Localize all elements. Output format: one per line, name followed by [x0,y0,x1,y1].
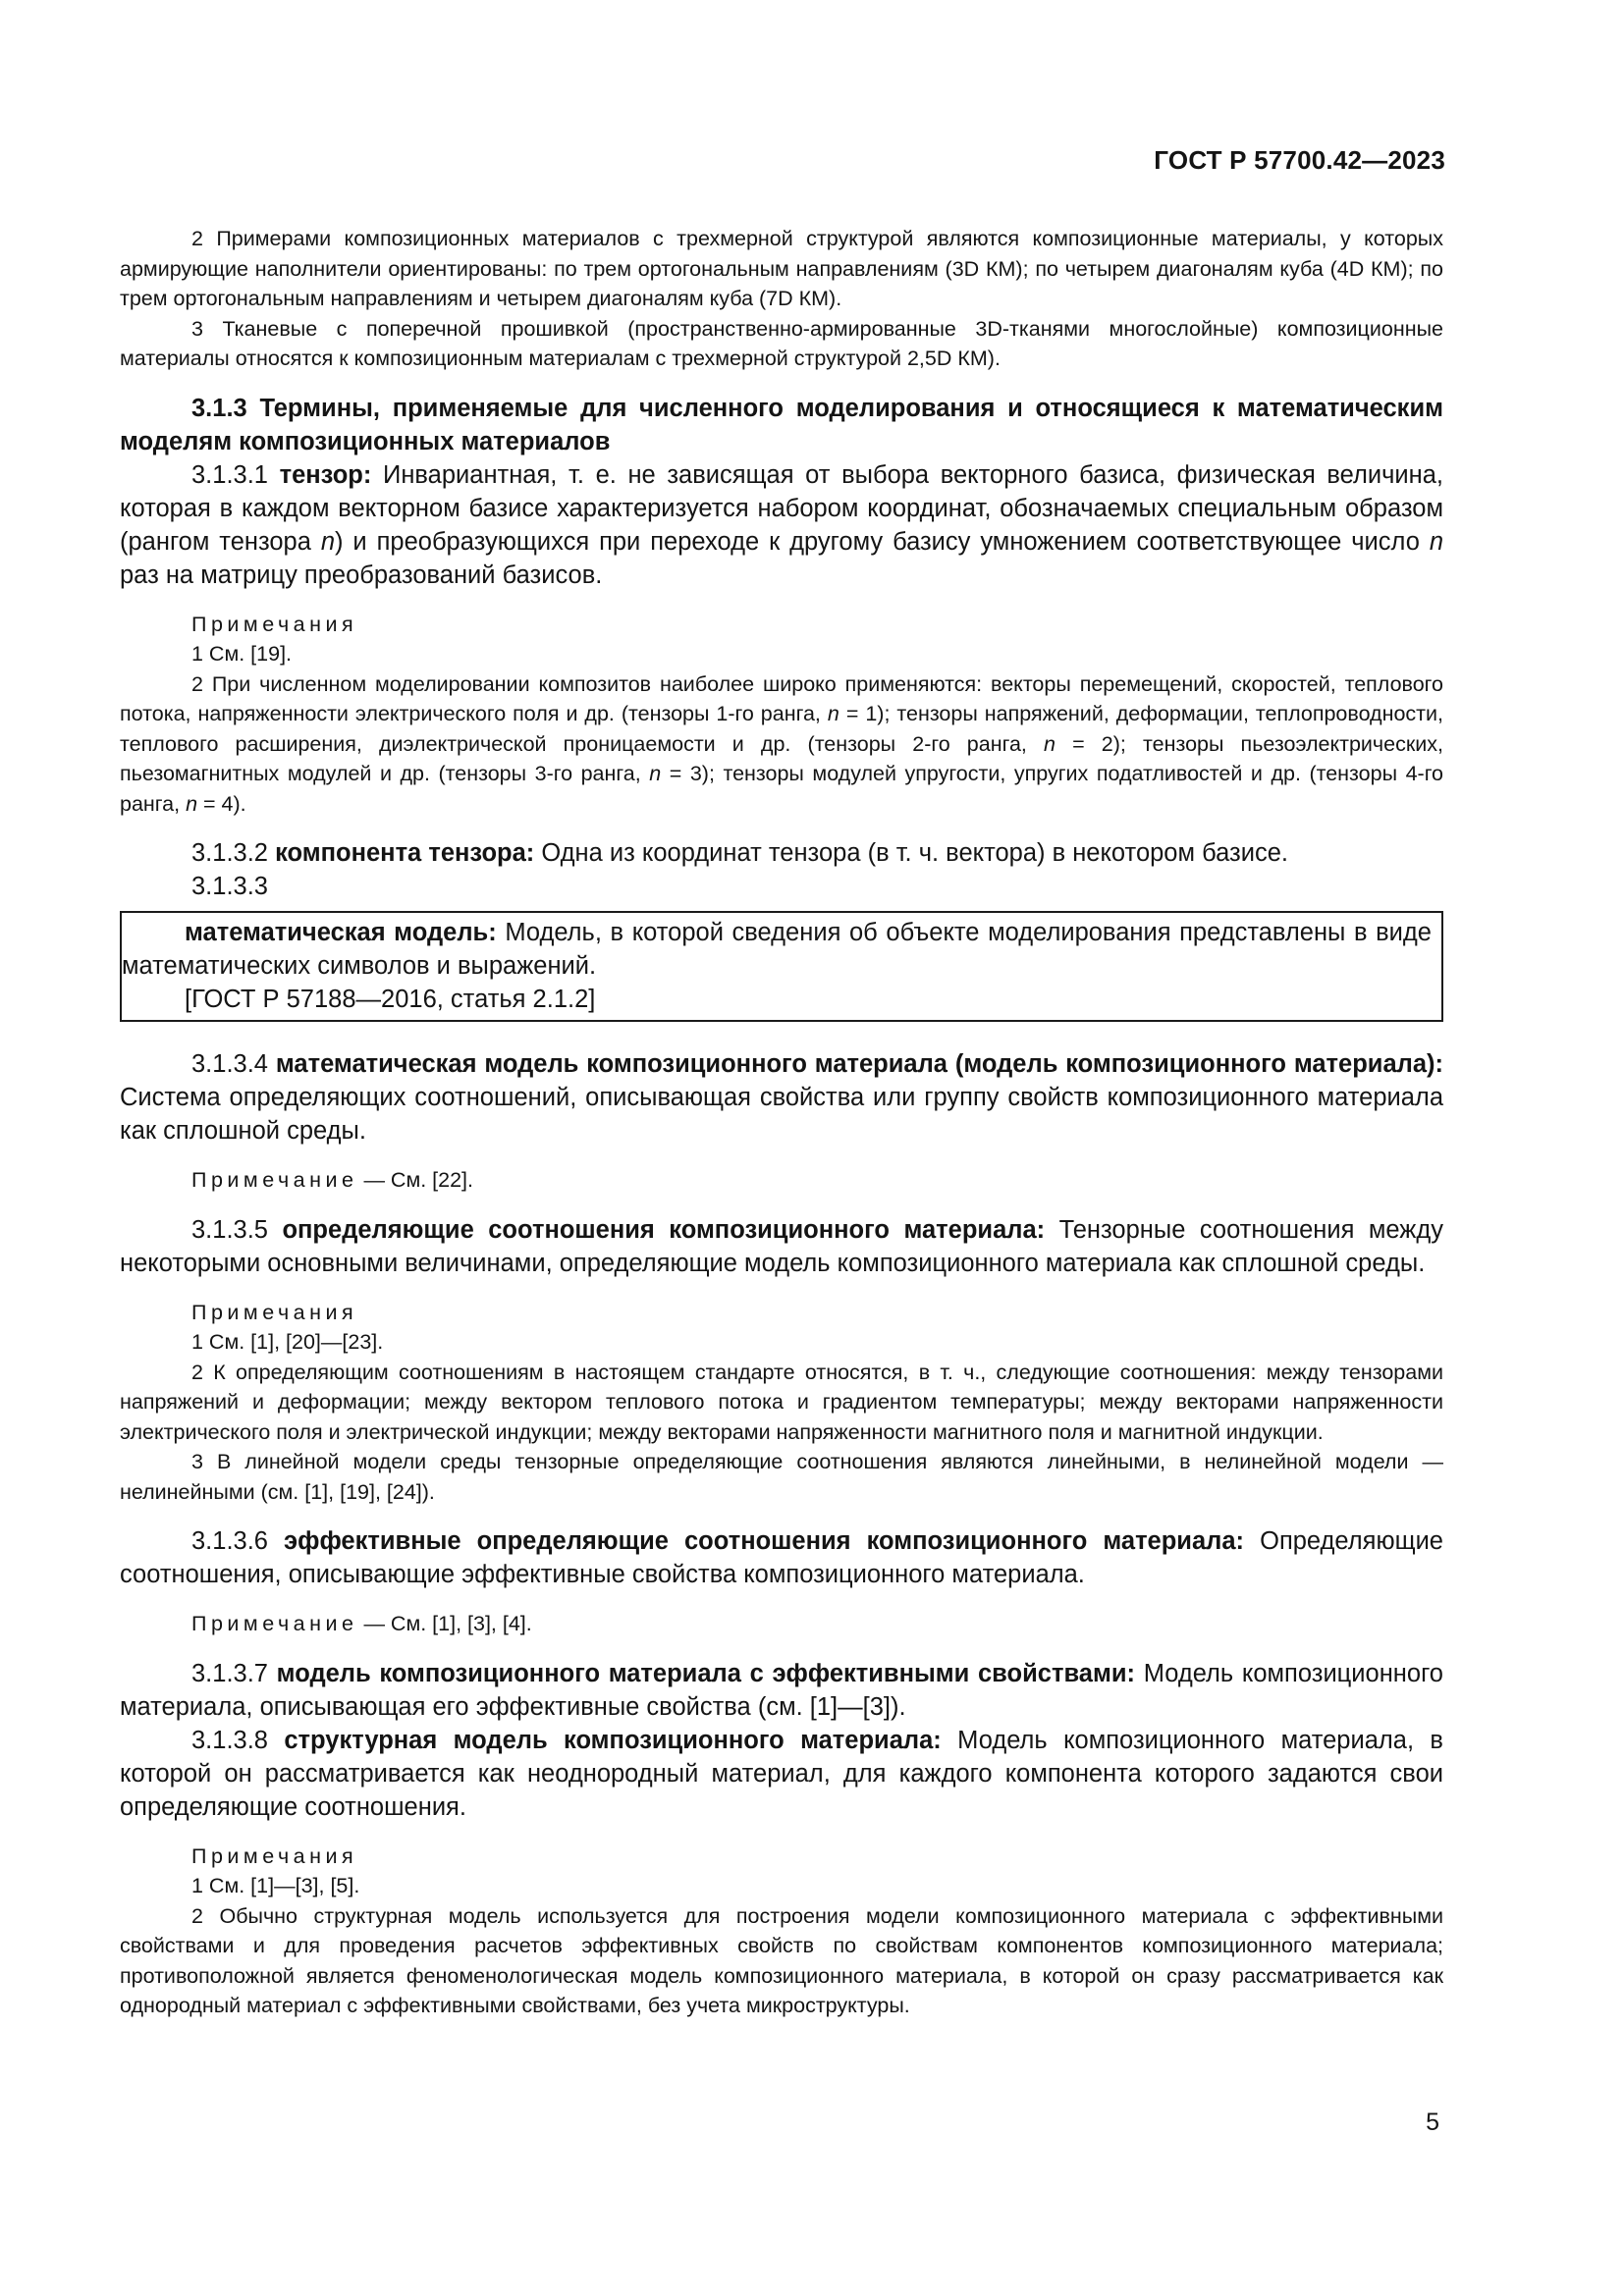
notes-label: Примечания [191,1843,358,1868]
term-3-1-3-1 [120,458,1443,592]
term-definition: Инвариантная, т. е. не зависящая от выбора векторного базиса, физическая величина, которая в каждом векторном базисе характеризуется набором координат, обозначаемых специальным образом (рангом тензора [120,460,1443,556]
note-single: Примечание — См. [1], [3], [4]. [191,1612,532,1635]
term-number: 3.1.3.6 [191,1527,268,1555]
term-name: тензор: [279,460,372,489]
term-3-1-3-6 [120,1524,1443,1591]
term-name: модель композиционного материала с эффективными свойствами: [276,1659,1135,1687]
term-3-1-3-2 [120,836,1443,870]
note-2: 2 Обычно структурная модель используется для построения модели композиционного материала с эффективными свойствами и для проведения расчетов эффективных свойств по свойствам компонентов композиционного материала; противоположной является феноменологическая модель композиционного материала, в которой он сразу рассматривается как однородный материал с эффективными свойствами, без учета микроструктуры. [120,1903,1443,2017]
term-3-1-3-7 [120,1657,1443,1724]
quoted-definition-box [120,911,1443,1022]
term-name: определяющие соотношения композиционного материала: [282,1215,1046,1244]
notes-label: Примечания [191,1300,358,1324]
term-definition: Одна из координат тензора (в т. ч. вектора) в некотором базисе. [541,839,1288,867]
variable-n: n [1429,527,1443,556]
term-number: 3.1.3.5 [191,1215,268,1244]
term-definition-end: раз на матрицу преобразований базисов. [120,561,603,589]
term-definition: Система определяющих соотношений, описывающая свойства или группу свойств композиционного материала как сплошной среды. [120,1084,1443,1145]
term-number: 3.1.3.4 [191,1050,268,1078]
term-name: структурная модель композиционного материала: [284,1726,942,1754]
source-reference: [ГОСТ Р 57188—2016, статья 2.1.2] [185,986,596,1013]
term-definition: Модель композиционного материала, описывающая его эффективные свойства (см. [1]—[3]). [120,1659,1443,1721]
term-3-1-3-3 [122,916,1432,983]
term-name: математическая модель композиционного материала (модель композиционного материала): [275,1050,1443,1078]
page-content [120,224,1443,2021]
term-name: компонента тензора: [275,839,535,867]
term-name: эффективные определяющие соотношения композиционного материала: [284,1527,1245,1555]
variable-n: n [320,527,336,556]
term-3-1-3-8 [120,1724,1443,1824]
note-2: 2 К определяющим соотношениям в настоящем стандарте относятся, в т. ч., следующие соотношения: между тензорами напряжений и деформации; между вектором теплового потока и градиентом температуры; между векторами напряженности электрического поля и электрической индукции; между векторами напряженности магнитного поля и магнитной индукции. [120,1360,1443,1444]
term-3-1-3-4 [120,1047,1443,1148]
term-definition-cont: ) и преобразующихся при переходе к другому базису умножением соответствующее число [335,527,1420,556]
term-name: математическая модель: [185,919,497,946]
note-top-2: 2 Примерами композиционных материалов с трехмерной структурой являются композиционные материалы, у которых армирующие наполнители ориентированы: по трем ортогональным направлениям (3D КМ); по четырем диагоналям куба (4D КМ); по трем ортогональным направлениям и четырем диагоналям куба (7D КМ). [120,227,1443,310]
term-number: 3.1.3.2 [191,839,268,867]
term-number: 3.1.3.1 [191,460,268,489]
term-definition: Модель, в которой сведения об объекте моделирования представлены в виде математических символов и выражений. [122,919,1432,980]
term-3-1-3-3-number: 3.1.3.3 [191,873,268,900]
note-1: 1 См. [19]. [191,642,293,666]
note-1: 1 См. [1], [20]—[23]. [191,1330,384,1354]
page-number: 5 [1426,2109,1439,2136]
term-definition: Определяющие соотношения, описывающие эффективные свойства композиционного материала. [120,1527,1443,1588]
notes-label: Примечания [191,612,358,636]
section-heading: 3.1.3 Термины, применяемые для численного моделирования и относящиеся к математическим моделям композиционных материалов [120,394,1443,455]
document-number: ГОСТ Р 57700.42—2023 [1154,145,1445,175]
term-definition: Модель композиционного материала, в которой он рассматривается как неоднородный материал, для каждого компонента которого задаются свои определяющие соотношения. [120,1726,1443,1821]
note-1: 1 См. [1]—[3], [5]. [191,1874,360,1897]
term-definition: Тензорные соотношения между некоторыми основными величинами, определяющие модель композиционного материала как сплошной среды. [120,1215,1443,1277]
term-3-1-3-5 [120,1213,1443,1280]
note-3: 3 В линейной модели среды тензорные определяющие соотношения являются линейными, в нелинейной модели — нелинейными (см. [1], [19], [24]). [120,1450,1443,1504]
term-number: 3.1.3.7 [191,1659,268,1687]
note-top-3: 3 Тканевые с поперечной прошивкой (пространственно-армированные 3D-тканями многослойные) композиционные материалы относятся к композиционным материалам с трехмерной структурой 2,5D КМ). [120,316,1443,370]
term-number: 3.1.3.8 [191,1726,268,1754]
note-single: Примечание — См. [22]. [191,1168,474,1192]
note-2: 2 При численном моделировании композитов наиболее широко применяются: векторы перемещений, скоростей, теплового потока, напряженности электрического поля и др. (тензоры 1-го ранга, n = 1); тензоры напряжений, деформации, теплопроводности, теплового расширения, диэлектрической проницаемости и др. (тензоры 2-го ранга, n = 2); тензоры пьезоэлектрических, пьезомагнитных модулей и др. (тензоры 3-го ранга, n = 3); тензоры модулей упругости, упругих податливостей и др. (тензоры 4-го ранга, n = 4). [120,671,1444,816]
